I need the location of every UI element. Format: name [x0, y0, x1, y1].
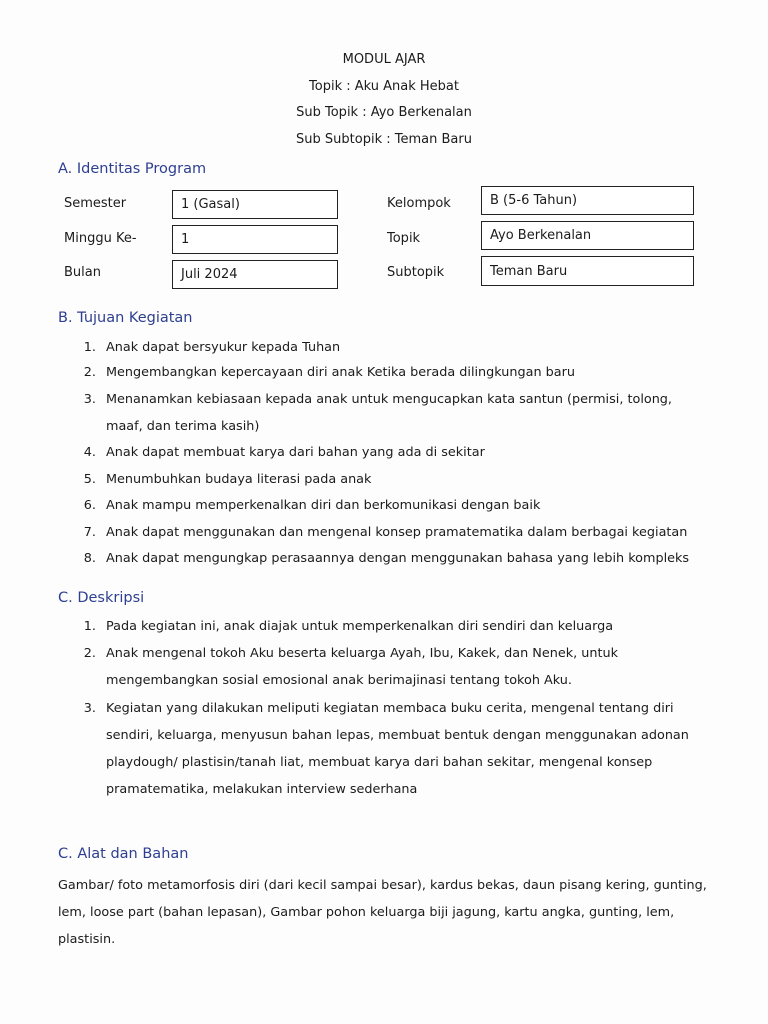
list-text: Menumbuhkan budaya literasi pada anak	[106, 472, 372, 487]
list-number: 5.	[83, 472, 96, 487]
list-number: 1.	[83, 619, 96, 634]
alat-heading: C. Alat dan Bahan	[58, 846, 189, 862]
paragraph-line: plastisin.	[58, 932, 116, 947]
topik-field	[481, 221, 694, 250]
list-item-continuation: pramatematika, melakukan interview sederhana	[106, 782, 418, 797]
sub-topik-line: Sub Topik : Ayo Berkenalan	[296, 105, 472, 120]
subtopik-label: Subtopik	[387, 265, 445, 280]
identitas-heading: A. Identitas Program	[58, 161, 207, 177]
list-text: Anak dapat mengungkap perasaannya dengan menggunakan bahasa yang lebih kompleks	[106, 551, 690, 566]
semester-label: Semester	[64, 196, 127, 211]
list-text: Kegiatan yang dilakukan meliputi kegiatan membaca buku cerita, mengenal tentang diri	[106, 701, 674, 716]
list-item-continuation: mengembangkan sosial emosional anak berimajinasi tentang tokoh Aku.	[106, 673, 572, 688]
list-number: 3.	[83, 701, 96, 716]
list-number: 6.	[83, 498, 96, 513]
subtopik-value: Teman Baru	[490, 263, 568, 279]
list-item-continuation: playdough/ plastisin/tanah liat, membuat karya dari bahan sekitar, mengenal konsep	[106, 755, 653, 770]
list-text: Anak dapat membuat karya dari bahan yang ada di sekitar	[106, 445, 485, 460]
list-number: 4.	[83, 445, 96, 460]
minggu-field	[172, 225, 338, 254]
list-number: 1.	[83, 340, 96, 355]
minggu-label: Minggu Ke-	[64, 231, 137, 246]
bulan-field	[172, 260, 338, 289]
list-text: Anak dapat menggunakan dan mengenal konsep pramatematika dalam berbagai kegiatan	[106, 525, 688, 540]
list-item-continuation: maaf, dan terima kasih)	[106, 419, 260, 434]
topik-label: Topik	[387, 231, 421, 246]
deskripsi-heading: C. Deskripsi	[58, 590, 145, 606]
list-text: Anak mengenal tokoh Aku beserta keluarga Ayah, Ibu, Kakek, dan Nenek, untuk	[106, 646, 619, 661]
list-number: 3.	[83, 392, 96, 407]
bulan-label: Bulan	[64, 265, 101, 280]
list-item-continuation: sendiri, keluarga, menyusun bahan lepas, membuat bentuk dengan menggunakan adonan	[106, 728, 689, 743]
topik-line: Topik : Aku Anak Hebat	[309, 79, 459, 94]
list-text: Menanamkan kebiasaan kepada anak untuk mengucapkan kata santun (permisi, tolong,	[106, 392, 672, 407]
kelompok-label: Kelompok	[387, 196, 451, 211]
list-text: Mengembangkan kepercayaan diri anak Ketika berada dilingkungan baru	[106, 365, 576, 380]
list-number: 2.	[83, 646, 96, 661]
list-text: Anak mampu memperkenalkan diri dan berkomunikasi dengan baik	[106, 498, 541, 513]
semester-value: 1 (Gasal)	[181, 197, 240, 212]
list-text: Pada kegiatan ini, anak diajak untuk memperkenalkan diri sendiri dan keluarga	[106, 619, 614, 634]
minggu-value: 1	[181, 232, 190, 247]
list-text: Anak dapat bersyukur kepada Tuhan	[106, 340, 341, 355]
paragraph-line: Gambar/ foto metamorfosis diri (dari kecil sampai besar), kardus bekas, daun pisang kering, gunting,	[58, 878, 707, 893]
bulan-value: Juli 2024	[181, 267, 238, 282]
semester-field	[172, 190, 338, 219]
kelompok-value: B (5-6 Tahun)	[490, 193, 578, 208]
sub-subtopik-line: Sub Subtopik : Teman Baru	[296, 132, 472, 147]
subtopik-field	[481, 256, 694, 286]
kelompok-field	[481, 186, 694, 215]
list-number: 8.	[83, 551, 96, 566]
list-number: 2.	[83, 365, 96, 380]
document-title: MODUL AJAR	[342, 52, 426, 67]
paragraph-line: lem, loose part (bahan lepasan), Gambar pohon keluarga biji jagung, kartu angka, gunting, lem,	[58, 905, 675, 920]
list-number: 7.	[83, 525, 96, 540]
tujuan-heading: B. Tujuan Kegiatan	[58, 310, 193, 326]
topik-value: Ayo Berkenalan	[490, 228, 592, 243]
